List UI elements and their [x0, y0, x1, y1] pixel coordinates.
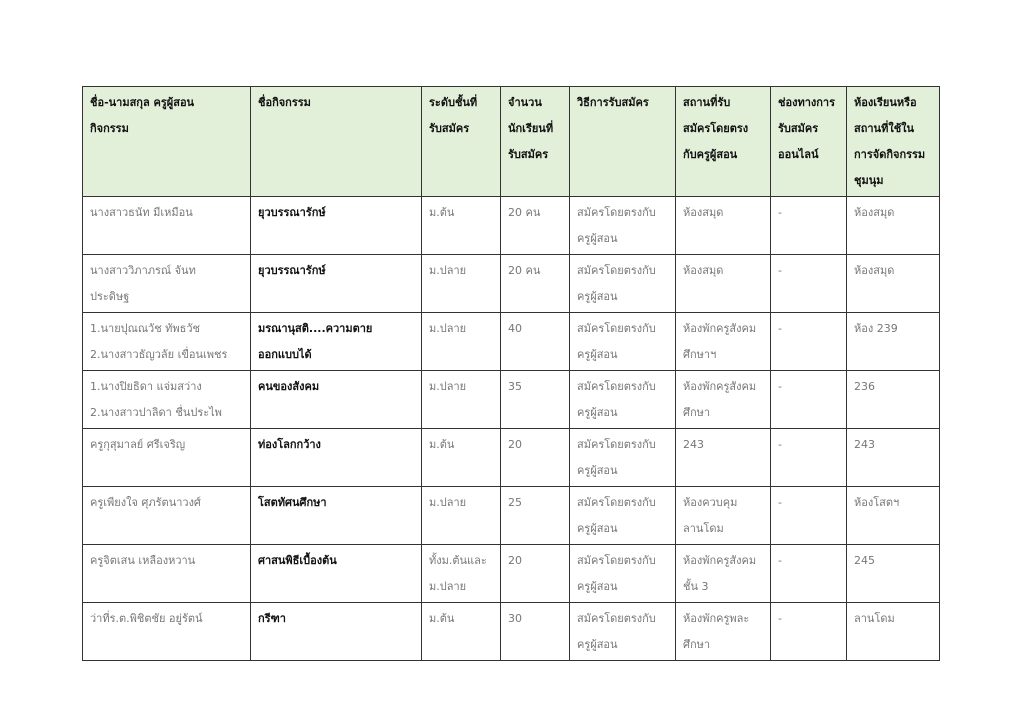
cell-room: 236	[847, 371, 940, 429]
header-activity: ชื่อกิจกรรม	[251, 87, 422, 197]
cell-level: ม.ปลาย	[422, 487, 501, 545]
cell-place: ห้องพักครูพละ ศึกษา	[676, 603, 771, 661]
cell-level: ทั้งม.ต้นและ ม.ปลาย	[422, 545, 501, 603]
cell-level: ม.ปลาย	[422, 255, 501, 313]
cell-activity: ยุวบรรณารักษ์	[251, 197, 422, 255]
cell-room: ห้อง 239	[847, 313, 940, 371]
cell-online: -	[771, 545, 847, 603]
header-teacher: ชื่อ-นามสกุล ครูผู้สอน กิจกรรม	[83, 87, 251, 197]
table-row	[83, 371, 940, 429]
cell-activity: มรณานุสติ....ความตาย ออกแบบได้	[251, 313, 422, 371]
cell-level: ม.ต้น	[422, 429, 501, 487]
cell-count: 40	[501, 313, 570, 371]
cell-count: 20 คน	[501, 197, 570, 255]
cell-count: 20 คน	[501, 255, 570, 313]
cell-activity: ศาสนพิธีเบื้องต้น	[251, 545, 422, 603]
cell-online: -	[771, 371, 847, 429]
cell-place: ห้องพักครูสังคม ศึกษาฯ	[676, 313, 771, 371]
cell-method: สมัครโดยตรงกับ ครูผู้สอน	[570, 603, 676, 661]
cell-teacher: 1.นายปุณณวัช ทัพธวัช 2.นางสาวธัญวลัย เขื่อนเพชร	[83, 313, 251, 371]
cell-room: ลานโดม	[847, 603, 940, 661]
cell-method: สมัครโดยตรงกับ ครูผู้สอน	[570, 255, 676, 313]
cell-teacher: ว่าที่ร.ต.พิชิตชัย อยู่รัตน์	[83, 603, 251, 661]
cell-room: 243	[847, 429, 940, 487]
table-row	[83, 255, 940, 313]
cell-method: สมัครโดยตรงกับ ครูผู้สอน	[570, 371, 676, 429]
cell-level: ม.ปลาย	[422, 371, 501, 429]
cell-teacher: ครูจิตเสน เหลืองหวาน	[83, 545, 251, 603]
cell-activity: ยุวบรรณารักษ์	[251, 255, 422, 313]
table-row	[83, 313, 940, 371]
header-level: ระดับชั้นที่ รับสมัคร	[422, 87, 501, 197]
cell-place: ห้องพักครูสังคม ศึกษา	[676, 371, 771, 429]
header-method: วิธีการรับสมัคร	[570, 87, 676, 197]
cell-activity: คนของสังคม	[251, 371, 422, 429]
table-row	[83, 197, 940, 255]
header-place: สถานที่รับ สมัครโดยตรง กับครูผู้สอน	[676, 87, 771, 197]
cell-teacher: นางสาววิภาภรณ์ จันท ประดิษฐ	[83, 255, 251, 313]
cell-level: ม.ปลาย	[422, 313, 501, 371]
cell-method: สมัครโดยตรงกับ ครูผู้สอน	[570, 487, 676, 545]
cell-place: ห้องสมุด	[676, 255, 771, 313]
table-row	[83, 603, 940, 661]
cell-count: 20	[501, 429, 570, 487]
header-online: ช่องทางการ รับสมัคร ออนไลน์	[771, 87, 847, 197]
cell-method: สมัครโดยตรงกับ ครูผู้สอน	[570, 197, 676, 255]
cell-online: -	[771, 197, 847, 255]
cell-count: 30	[501, 603, 570, 661]
cell-teacher: นางสาวธนัท มีเหมือน	[83, 197, 251, 255]
cell-level: ม.ต้น	[422, 603, 501, 661]
header-room: ห้องเรียนหรือ สถานที่ใช้ใน การจัดกิจกรรม ชุมนุม	[847, 87, 940, 197]
cell-method: สมัครโดยตรงกับ ครูผู้สอน	[570, 429, 676, 487]
cell-activity: โสตทัศนศึกษา	[251, 487, 422, 545]
table-row	[83, 429, 940, 487]
cell-room: ห้องโสตฯ	[847, 487, 940, 545]
cell-activity: ท่องโลกกว้าง	[251, 429, 422, 487]
cell-activity: กรีฑา	[251, 603, 422, 661]
cell-online: -	[771, 429, 847, 487]
cell-online: -	[771, 255, 847, 313]
cell-level: ม.ต้น	[422, 197, 501, 255]
cell-room: 245	[847, 545, 940, 603]
cell-place: ห้องควบคุม ลานโดม	[676, 487, 771, 545]
cell-method: สมัครโดยตรงกับ ครูผู้สอน	[570, 313, 676, 371]
header-count: จำนวน นักเรียนที่ รับสมัคร	[501, 87, 570, 197]
table-row	[83, 545, 940, 603]
cell-teacher: ครูเพียงใจ ศุภรัตนาวงศ์	[83, 487, 251, 545]
cell-place: 243	[676, 429, 771, 487]
cell-teacher: ครูกุสุมาลย์ ศรีเจริญ	[83, 429, 251, 487]
cell-count: 35	[501, 371, 570, 429]
cell-place: ห้องสมุด	[676, 197, 771, 255]
cell-room: ห้องสมุด	[847, 255, 940, 313]
cell-online: -	[771, 603, 847, 661]
table-row	[83, 487, 940, 545]
header-row	[83, 87, 940, 197]
cell-online: -	[771, 487, 847, 545]
cell-count: 25	[501, 487, 570, 545]
cell-method: สมัครโดยตรงกับ ครูผู้สอน	[570, 545, 676, 603]
cell-teacher: 1.นางปิยธิดา แจ่มสว่าง 2.นางสาวปาลิดา ชื่นประไพ	[83, 371, 251, 429]
cell-online: -	[771, 313, 847, 371]
cell-room: ห้องสมุด	[847, 197, 940, 255]
cell-place: ห้องพักครูสังคม ชั้น 3	[676, 545, 771, 603]
activity-table	[82, 86, 940, 661]
cell-count: 20	[501, 545, 570, 603]
